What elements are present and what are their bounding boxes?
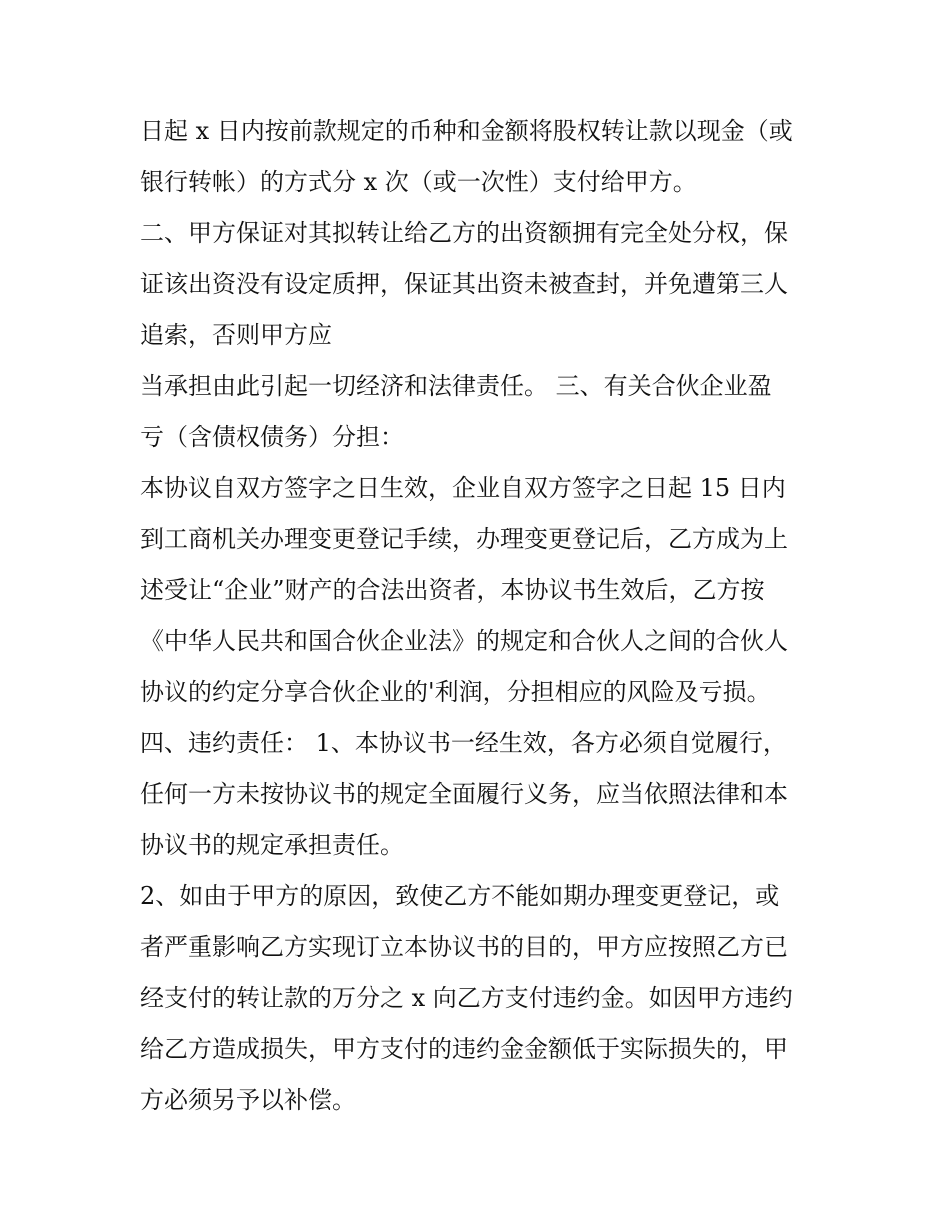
text-line: 亏（含债权债务）分担： — [140, 423, 404, 451]
text-line: 当承担由此引起一切经济和法律责任。 三、有关合伙企业盈 — [140, 372, 772, 400]
text-line: 协议的约定分享合伙企业的'利润，分担相应的风险及亏损。 — [140, 678, 771, 706]
text-line: 二、甲方保证对其拟转让给乙方的出资额拥有完全处分权，保 — [140, 219, 788, 247]
text-line: 《中华人民共和国合伙企业法》的规定和合伙人之间的合伙人 — [140, 627, 788, 655]
text-line: 银行转帐）的方式分 x 次（或一次性）支付给甲方。 — [140, 168, 697, 196]
text-line: 任何一方未按协议书的规定全面履行义务，应当依照法律和本 — [140, 780, 788, 808]
text-line: 给乙方造成损失，甲方支付的违约金金额低于实际损失的，甲 — [140, 1035, 788, 1063]
text-line: 追索，否则甲方应 — [140, 321, 332, 349]
text-line: 协议书的规定承担责任。 — [140, 831, 404, 859]
text-line: 到工商机关办理变更登记手续，办理变更登记后，乙方成为上 — [140, 525, 788, 553]
document-body — [140, 106, 820, 1126]
text-line: 述受让“企业”财产的合法出资者，本协议书生效后，乙方按 — [140, 576, 765, 604]
text-line: 者严重影响乙方实现订立本协议书的目的，甲方应按照乙方已 — [140, 933, 788, 961]
text-line: 本协议自双方签字之日生效，企业自双方签字之日起 15 日内 — [140, 474, 786, 502]
text-line: 方必须另予以补偿。 — [140, 1086, 356, 1114]
text-line: 证该出资没有设定质押，保证其出资未被查封，并免遭第三人 — [140, 270, 788, 298]
text-line: 日起 x 日内按前款规定的币种和金额将股权转让款以现金（或 — [140, 117, 793, 145]
text-line: 经支付的转让款的万分之 x 向乙方支付违约金。如因甲方违约 — [140, 984, 793, 1012]
text-line: 2、如由于甲方的原因，致使乙方不能如期办理变更登记，或 — [140, 882, 780, 910]
text-line: 四、违约责任： 1、本协议书一经生效，各方必须自觉履行， — [140, 729, 787, 757]
